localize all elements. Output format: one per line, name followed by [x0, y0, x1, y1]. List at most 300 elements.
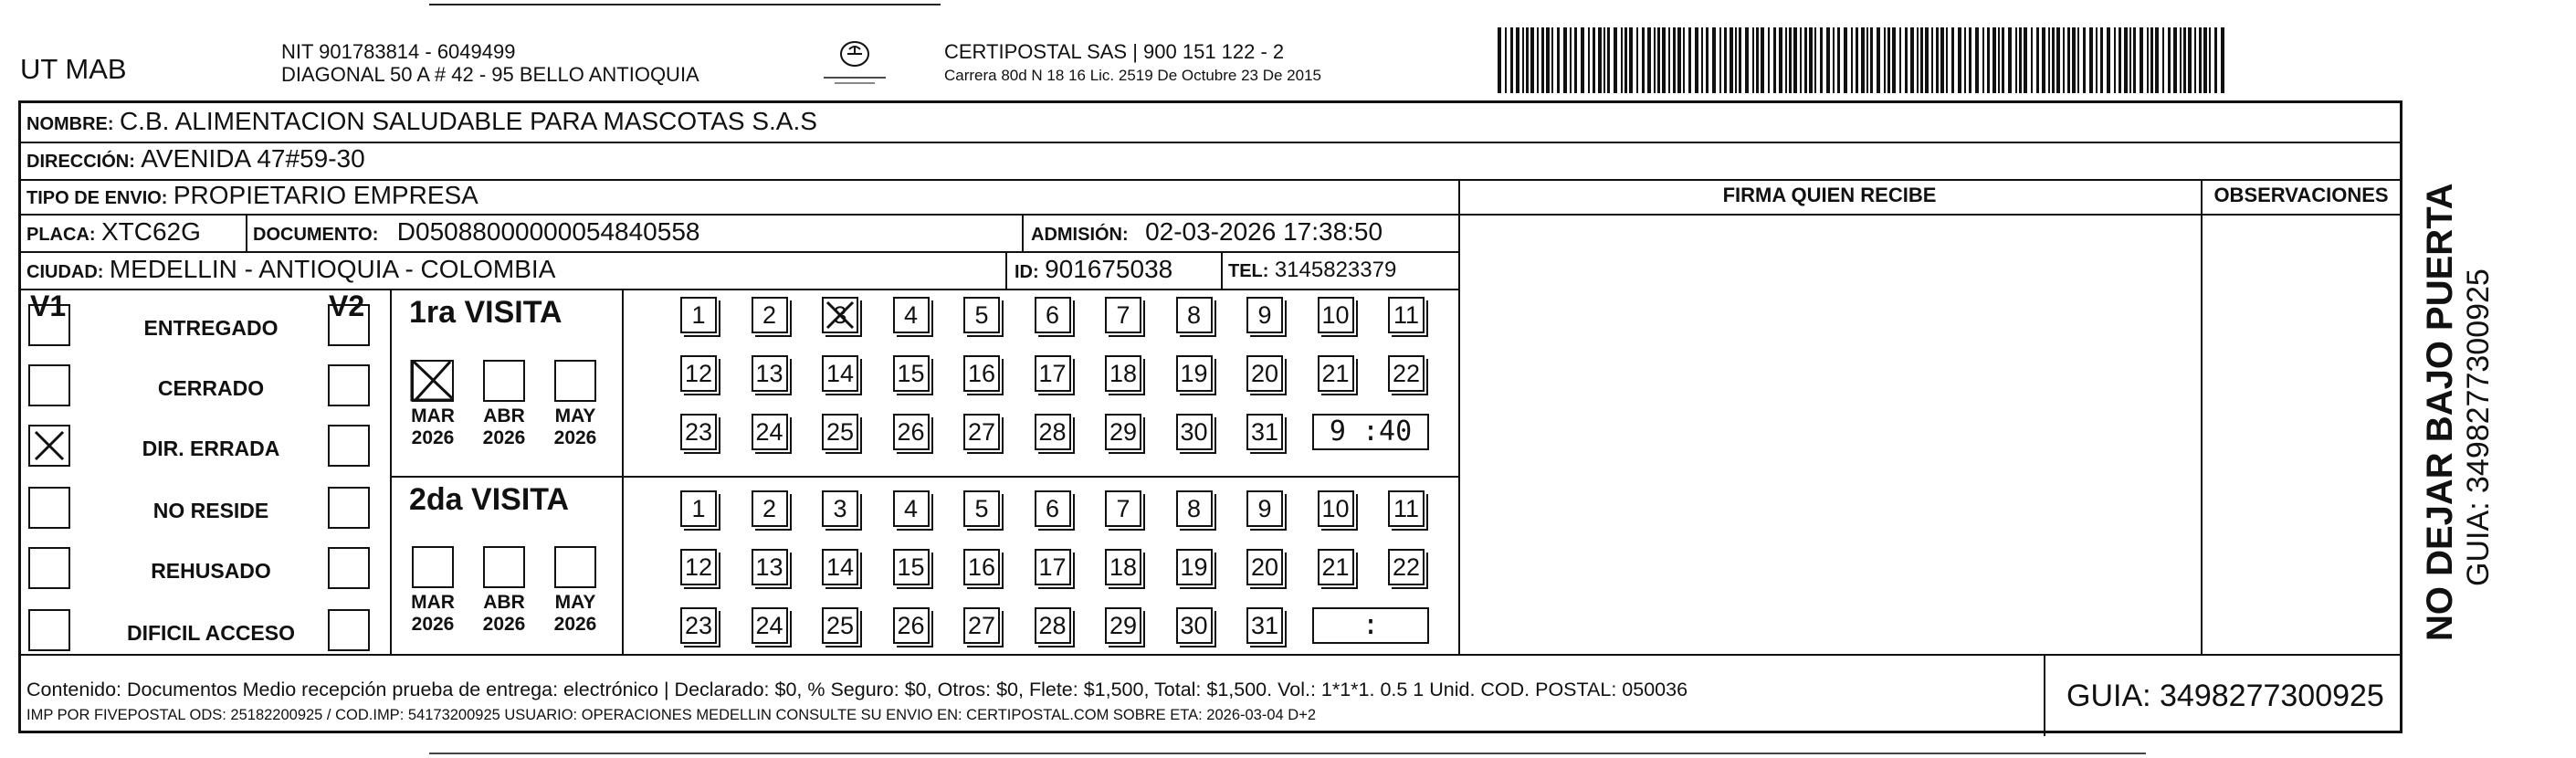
- tel-row: [1228, 257, 1396, 284]
- barcode-bar: [2107, 27, 2110, 93]
- day-number: 7: [1116, 495, 1130, 522]
- day-number: 5: [974, 495, 989, 522]
- barcode-bar: [1530, 27, 1534, 93]
- status-label: NO RESIDE: [152, 499, 269, 522]
- day-number: 28: [1038, 612, 1067, 639]
- barcode-bar: [1695, 27, 1698, 93]
- barcode-bar: [1636, 27, 1638, 93]
- day-box[interactable]: [752, 297, 788, 333]
- day-number: 13: [755, 553, 783, 581]
- barcode-bar: [1621, 27, 1623, 93]
- barcode-bar: [2214, 27, 2217, 93]
- day-box[interactable]: [822, 490, 858, 527]
- placa-value: XTC62G: [100, 217, 201, 246]
- barcode-bar: [1574, 27, 1577, 93]
- day-box[interactable]: [1105, 414, 1141, 450]
- barcode-bar: [1537, 27, 1539, 93]
- barcode-bar: [1946, 27, 1948, 93]
- barcode-bar: [1677, 27, 1681, 93]
- day-number: 2: [762, 495, 777, 522]
- status-label: REHUSADO: [151, 559, 271, 583]
- barcode-bar: [1793, 27, 1797, 93]
- day-box[interactable]: [1388, 355, 1425, 392]
- day-box[interactable]: [1035, 297, 1071, 333]
- status-v1-checkbox[interactable]: [28, 364, 70, 406]
- day-number: 27: [967, 418, 996, 446]
- day-number: 11: [1393, 495, 1420, 522]
- tel-value: 3145823379: [1274, 258, 1397, 282]
- day-number: 19: [1180, 553, 1208, 581]
- day-number: 12: [684, 553, 713, 581]
- admision-label: ADMISIÓN:: [1031, 225, 1129, 245]
- day-box[interactable]: [1105, 355, 1141, 392]
- barcode-bar: [1614, 27, 1617, 93]
- barcode: [1498, 27, 2228, 93]
- day-box[interactable]: [680, 549, 717, 585]
- day-number: 4: [903, 495, 919, 522]
- barcode-bar: [1541, 27, 1544, 93]
- barcode-bar: [1982, 27, 1984, 93]
- day-number: 1: [691, 301, 706, 329]
- day-box[interactable]: [822, 607, 858, 644]
- barcode-bar: [2147, 27, 2149, 93]
- tipo-row: [26, 183, 478, 211]
- day-number: 26: [897, 418, 925, 446]
- day-number: 17: [1038, 360, 1067, 387]
- nombre-row: [26, 109, 817, 137]
- day-number: 31: [1250, 612, 1279, 639]
- barcode-bar: [1752, 27, 1754, 93]
- carrier-license: Carrera 80d N 18 16 Lic. 2519 De Octubre 23 De 2015: [944, 67, 1321, 84]
- month-label: [543, 405, 607, 449]
- barcode-bar: [1761, 27, 1764, 93]
- barcode-bar: [2036, 27, 2039, 93]
- barcode-bar: [2015, 27, 2017, 93]
- barcode-bar: [1683, 27, 1685, 93]
- month-checkbox-mar[interactable]: [412, 360, 454, 402]
- month-checkbox-abr[interactable]: [483, 360, 525, 402]
- month-name: MAY: [554, 405, 596, 426]
- barcode-bar: [1837, 27, 1840, 93]
- barcode-bar: [1833, 27, 1835, 93]
- time-value: :: [1362, 609, 1380, 641]
- barcode-bar: [1820, 27, 1823, 93]
- day-number: 13: [755, 360, 783, 387]
- day-number: 21: [1321, 553, 1350, 581]
- day-number: 5: [974, 301, 989, 329]
- month-checkbox-may[interactable]: [554, 360, 596, 402]
- barcode-bar: [1735, 27, 1737, 93]
- documento-label: DOCUMENTO:: [253, 225, 379, 245]
- day-number: 23: [684, 418, 713, 446]
- barcode-bar: [2209, 27, 2211, 93]
- time-box[interactable]: [1312, 607, 1429, 644]
- day-box[interactable]: [1105, 549, 1141, 585]
- barcode-bar: [1870, 27, 1873, 93]
- month-name: MAR: [411, 405, 455, 426]
- barcode-bar: [1804, 27, 1807, 93]
- day-box[interactable]: [893, 490, 930, 527]
- month-label: [401, 592, 465, 636]
- barcode-bar: [2155, 27, 2159, 93]
- bottom-rule: [429, 753, 2146, 754]
- barcode-bar: [1498, 27, 1501, 93]
- barcode-bar: [2124, 27, 2128, 93]
- barcode-bar: [1925, 27, 1929, 93]
- day-number: 22: [1392, 553, 1421, 581]
- day-box[interactable]: [1246, 414, 1283, 450]
- barcode-bar: [1730, 27, 1733, 93]
- day-number: 9: [1257, 301, 1272, 329]
- barcode-bar: [1551, 27, 1553, 93]
- day-box[interactable]: [1105, 297, 1141, 333]
- month-label: [401, 405, 465, 449]
- day-box[interactable]: [680, 355, 717, 392]
- barcode-bar: [2203, 27, 2207, 93]
- status-label: DIFICIL ACCESO: [126, 621, 295, 645]
- day-box[interactable]: [1318, 549, 1354, 585]
- day-box[interactable]: [680, 297, 717, 333]
- barcode-bar: [2221, 27, 2224, 93]
- day-number: 8: [1186, 495, 1202, 522]
- day-number: 28: [1038, 418, 1067, 446]
- barcode-bar: [1905, 27, 1908, 93]
- barcode-bar: [1588, 27, 1590, 93]
- company-name: UT MAB: [20, 53, 127, 85]
- day-box[interactable]: [822, 297, 858, 333]
- barcode-bar: [1856, 27, 1858, 93]
- barcode-bar: [1844, 27, 1847, 93]
- barcode-bar: [1931, 27, 1933, 93]
- day-number: 18: [1109, 360, 1138, 387]
- day-box[interactable]: [1246, 607, 1283, 644]
- day-number: 25: [825, 612, 855, 639]
- day-box[interactable]: [752, 355, 788, 392]
- day-box[interactable]: [1105, 490, 1141, 527]
- footer-print-info: IMP POR FIVEPOSTAL ODS: 25182200925 / COD.IMP: 54173200925 USUARIO: OPERACIONES MEDELLIN CONSULTE SU ENVIO EN: CERTIPOSTAL.COM SOBRE ETA: 2026-03-04 D+2: [26, 707, 1317, 723]
- day-box[interactable]: [893, 549, 930, 585]
- day-number: 15: [897, 553, 925, 581]
- barcode-bar: [2173, 27, 2177, 93]
- second-visit-heading: 2da VISITA: [409, 482, 570, 517]
- status-v2-checkbox[interactable]: [328, 425, 370, 467]
- day-box[interactable]: [1035, 490, 1071, 527]
- day-number: 26: [897, 612, 925, 639]
- day-number: 9: [1257, 495, 1272, 522]
- barcode-bar: [1745, 27, 1749, 93]
- barcode-bar: [1719, 27, 1721, 93]
- barcode-bar: [1662, 27, 1666, 93]
- month-label: [543, 592, 607, 636]
- barcode-bar: [2129, 27, 2131, 93]
- month-checkbox-mar[interactable]: [412, 546, 454, 588]
- day-box[interactable]: [893, 297, 930, 333]
- tipo-value: PROPIETARIO EMPRESA: [173, 181, 478, 209]
- day-box[interactable]: [1246, 549, 1283, 585]
- day-number: 6: [1045, 495, 1060, 522]
- status-v1-checkbox[interactable]: [28, 487, 70, 529]
- placa-row: [26, 219, 201, 247]
- v2-heading: V2: [329, 290, 365, 322]
- barcode-bar: [2162, 27, 2164, 93]
- day-number: 18: [1109, 553, 1138, 581]
- direccion-value: AVENIDA 47#59-30: [141, 144, 365, 173]
- barcode-bar: [2096, 27, 2098, 93]
- barcode-bar: [2031, 27, 2033, 93]
- day-box[interactable]: [1176, 607, 1213, 644]
- barcode-bar: [2089, 27, 2093, 93]
- status-label: DIR. ERRADA: [142, 437, 280, 460]
- check-x-icon: [410, 358, 457, 408]
- day-box[interactable]: [1246, 297, 1283, 333]
- day-box[interactable]: [822, 414, 858, 450]
- direccion-label: DIRECCIÓN:: [26, 152, 135, 172]
- day-box[interactable]: [1318, 355, 1354, 392]
- day-box[interactable]: [1035, 414, 1071, 450]
- day-box[interactable]: [1105, 607, 1141, 644]
- barcode-bar: [2002, 27, 2004, 93]
- tel-label: TEL:: [1228, 261, 1269, 281]
- barcode-bar: [2048, 27, 2050, 93]
- certipostal-logo: [811, 38, 899, 86]
- month-checkbox-abr[interactable]: [483, 546, 525, 588]
- company-nit: NIT 901783814 - 6049499: [281, 40, 516, 63]
- time-value: 9 :40: [1329, 416, 1413, 447]
- day-box[interactable]: [1246, 490, 1283, 527]
- day-box[interactable]: [893, 607, 930, 644]
- barcode-bar: [1522, 27, 1524, 93]
- day-box[interactable]: [963, 355, 1000, 392]
- day-box[interactable]: [680, 490, 717, 527]
- status-v2-checkbox[interactable]: [328, 364, 370, 406]
- time-box[interactable]: [1312, 414, 1429, 450]
- barcode-bar: [1688, 27, 1691, 93]
- first-visit-heading: 1ra VISITA: [409, 295, 563, 330]
- barcode-bar: [2140, 27, 2143, 93]
- firma-heading: FIRMA QUIEN RECIBE: [1722, 184, 1937, 206]
- barcode-bar: [1657, 27, 1660, 93]
- barcode-bar: [1998, 27, 2000, 93]
- barcode-bar: [2056, 27, 2060, 93]
- barcode-bar: [1917, 27, 1919, 93]
- day-number: 16: [967, 553, 996, 581]
- day-box[interactable]: [1318, 297, 1354, 333]
- day-box[interactable]: [1388, 297, 1425, 333]
- barcode-bar: [1654, 27, 1656, 93]
- ciudad-label: CIUDAD:: [26, 262, 104, 282]
- day-number: 22: [1392, 360, 1421, 387]
- day-number: 10: [1321, 301, 1350, 329]
- day-box[interactable]: [822, 549, 858, 585]
- day-number: 19: [1180, 360, 1208, 387]
- day-box[interactable]: [1035, 607, 1071, 644]
- guide-form: [18, 100, 2403, 733]
- day-box[interactable]: [752, 549, 788, 585]
- barcode-bar: [1739, 27, 1741, 93]
- day-number: 29: [1109, 418, 1138, 446]
- month-name: MAY: [554, 592, 596, 613]
- barcode-bar: [2008, 27, 2012, 93]
- barcode-bar: [2114, 27, 2116, 93]
- day-box[interactable]: [963, 607, 1000, 644]
- day-number: 10: [1321, 495, 1350, 522]
- barcode-bar: [1920, 27, 1923, 93]
- day-number: 4: [903, 301, 919, 329]
- day-box[interactable]: [1318, 490, 1354, 527]
- admision-row: [1031, 219, 1383, 247]
- status-v1-checkbox[interactable]: [28, 547, 70, 589]
- month-name: ABR: [483, 405, 525, 426]
- day-number: 14: [825, 553, 855, 581]
- barcode-bar: [1861, 27, 1865, 93]
- month-year: 2026: [411, 427, 455, 448]
- day-box[interactable]: [1246, 355, 1283, 392]
- nombre-value: C.B. ALIMENTACION SALUDABLE PARA MASCOTAS S.A.S: [119, 107, 817, 135]
- observaciones-heading: OBSERVACIONES: [2213, 184, 2389, 206]
- month-year: 2026: [482, 614, 526, 635]
- barcode-bar: [1712, 27, 1716, 93]
- v1-heading: V1: [30, 290, 67, 322]
- barcode-bar: [2077, 27, 2079, 93]
- day-number: 30: [1180, 612, 1208, 639]
- barcode-bar: [1647, 27, 1651, 93]
- day-box[interactable]: [1388, 490, 1425, 527]
- barcode-bar: [1593, 27, 1595, 93]
- barcode-bar: [1800, 27, 1802, 93]
- day-box[interactable]: [1176, 355, 1213, 392]
- barcode-bar: [1910, 27, 1914, 93]
- barcode-bar: [2188, 27, 2192, 93]
- day-box[interactable]: [1176, 414, 1213, 450]
- barcode-bar: [2119, 27, 2121, 93]
- barcode-bar: [1892, 27, 1896, 93]
- status-v2-checkbox[interactable]: [328, 304, 370, 346]
- barcode-bar: [1975, 27, 1979, 93]
- day-box[interactable]: [1176, 490, 1213, 527]
- status-v1-checkbox[interactable]: [28, 304, 70, 346]
- day-number: 27: [967, 612, 996, 639]
- day-number: 12: [684, 360, 713, 387]
- day-number: 11: [1393, 301, 1420, 329]
- barcode-bar: [1814, 27, 1816, 93]
- day-box[interactable]: [680, 414, 717, 450]
- barcode-bar: [2180, 27, 2182, 93]
- status-v2-checkbox[interactable]: [328, 547, 370, 589]
- day-box[interactable]: [963, 549, 1000, 585]
- footer-content: Contenido: Documentos Medio recepción prueba de entrega: electrónico | Declarado: $0, % Seguro: $0, Otros: $0, Flete: $1,500, Total: $1,500. Vol.: 1*1*1. 0.5 1 Unid. COD. POSTAL: 050036: [26, 679, 1688, 700]
- barcode-bar: [1887, 27, 1890, 93]
- barcode-bar: [1884, 27, 1886, 93]
- day-number: 30: [1180, 418, 1208, 446]
- barcode-bar: [1724, 27, 1727, 93]
- day-box[interactable]: [1035, 355, 1071, 392]
- day-number: 6: [1045, 301, 1060, 329]
- barcode-bar: [1607, 27, 1610, 93]
- barcode-bar: [1526, 27, 1529, 93]
- nombre-label: NOMBRE:: [26, 114, 114, 134]
- side-warning: [2420, 130, 2497, 641]
- side-title: NO DEJAR BAJO PUERTA: [2420, 183, 2460, 641]
- ciudad-row: [26, 257, 555, 285]
- barcode-bar: [1958, 27, 1961, 93]
- day-number: 17: [1038, 553, 1067, 581]
- day-number: 21: [1321, 360, 1350, 387]
- barcode-bar: [1701, 27, 1703, 93]
- barcode-bar: [1785, 27, 1787, 93]
- status-v1-checkbox[interactable]: [28, 609, 70, 651]
- day-box[interactable]: [822, 355, 858, 392]
- day-box[interactable]: [752, 607, 788, 644]
- day-number: 24: [755, 418, 783, 446]
- day-box[interactable]: [963, 414, 1000, 450]
- day-box[interactable]: [1035, 549, 1071, 585]
- day-number: 3: [833, 301, 847, 329]
- day-box[interactable]: [1176, 297, 1213, 333]
- status-v1-checkbox[interactable]: [28, 425, 70, 467]
- day-number: 20: [1250, 360, 1279, 387]
- day-box[interactable]: [893, 414, 930, 450]
- day-number: 24: [755, 612, 783, 639]
- barcode-bar: [2024, 27, 2027, 93]
- admision-value: 02-03-2026 17:38:50: [1145, 217, 1383, 246]
- month-year: 2026: [411, 614, 455, 635]
- month-year: 2026: [553, 614, 597, 635]
- direccion-row: [26, 146, 365, 174]
- documento-row: [253, 219, 699, 247]
- status-v2-checkbox[interactable]: [328, 487, 370, 529]
- barcode-bar: [1546, 27, 1550, 93]
- barcode-bar: [2052, 27, 2055, 93]
- day-box[interactable]: [752, 490, 788, 527]
- day-box[interactable]: [963, 297, 1000, 333]
- day-box[interactable]: [893, 355, 930, 392]
- barcode-bar: [1809, 27, 1813, 93]
- barcode-bar: [1964, 27, 1966, 93]
- barcode-bar: [2067, 27, 2070, 93]
- day-box[interactable]: [1176, 549, 1213, 585]
- month-checkbox-may[interactable]: [554, 546, 596, 588]
- month-year: 2026: [482, 427, 526, 448]
- barcode-bar: [2100, 27, 2103, 93]
- documento-value: D05088000000054840558: [396, 217, 700, 246]
- barcode-bar: [2042, 27, 2045, 93]
- barcode-bar: [1877, 27, 1880, 93]
- barcode-bar: [1505, 27, 1507, 93]
- placa-label: PLACA:: [26, 225, 96, 245]
- barcode-bar: [2019, 27, 2022, 93]
- barcode-bar: [1603, 27, 1605, 93]
- month-name: ABR: [483, 592, 525, 613]
- day-box[interactable]: [1388, 549, 1425, 585]
- barcode-bar: [1936, 27, 1939, 93]
- day-number: 20: [1250, 553, 1279, 581]
- day-box[interactable]: [963, 490, 1000, 527]
- id-label: ID:: [1015, 262, 1039, 282]
- barcode-bar: [1756, 27, 1759, 93]
- company-address: DIAGONAL 50 A # 42 - 95 BELLO ANTIOQUIA: [281, 63, 699, 86]
- status-v2-checkbox[interactable]: [328, 609, 370, 651]
- barcode-bar: [2199, 27, 2202, 93]
- day-number: 2: [762, 301, 777, 329]
- barcode-bar: [2168, 27, 2171, 93]
- barcode-bar: [2063, 27, 2065, 93]
- barcode-bar: [1563, 27, 1567, 93]
- day-box[interactable]: [752, 414, 788, 450]
- day-number: 31: [1250, 418, 1279, 446]
- barcode-bar: [2194, 27, 2196, 93]
- footer-guia: GUIA: 3498277300925: [2066, 679, 2384, 713]
- day-box[interactable]: [680, 607, 717, 644]
